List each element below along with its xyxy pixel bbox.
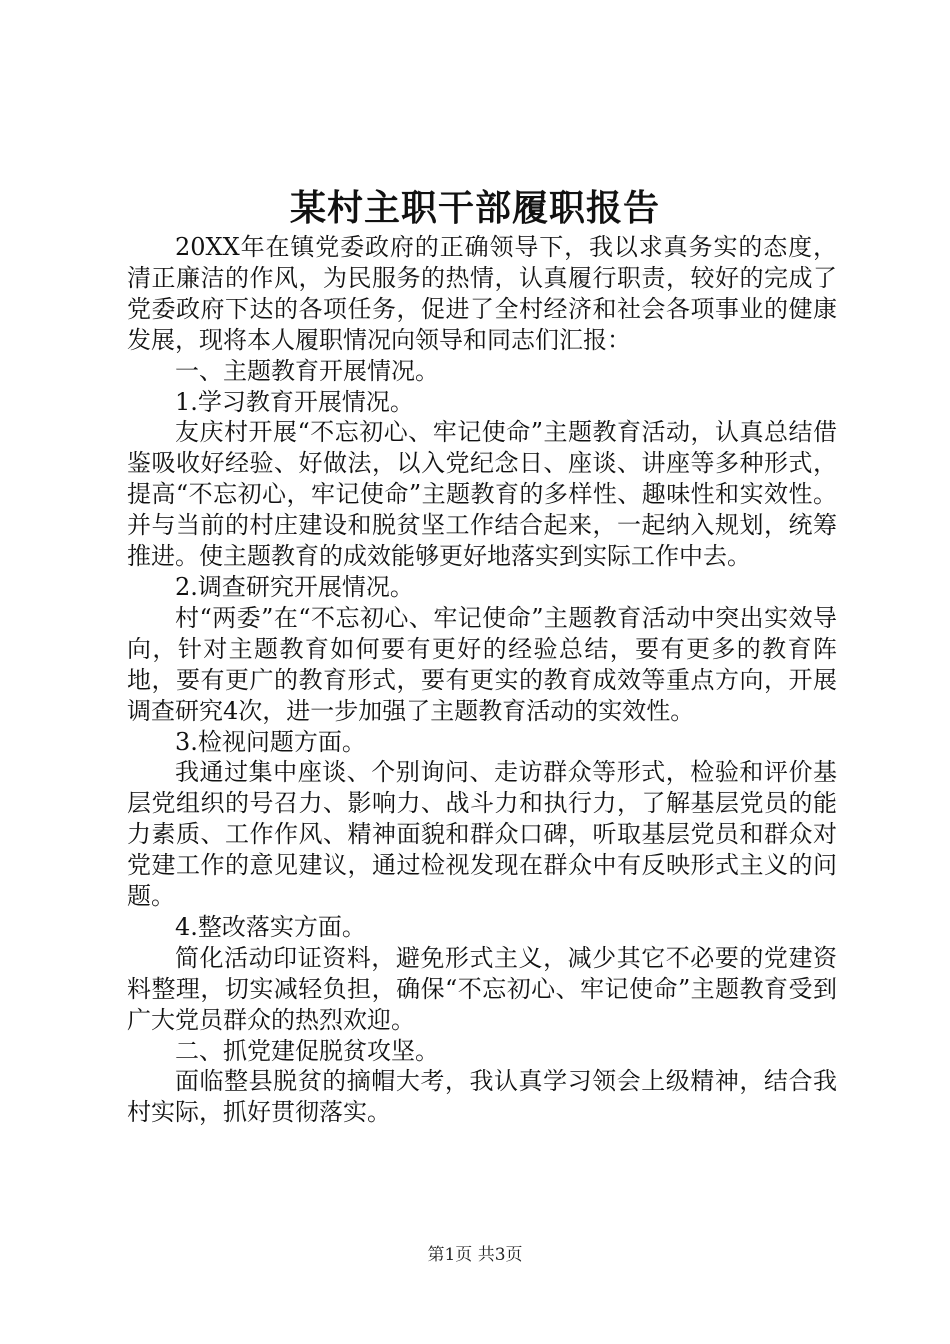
paragraph-research: 村“两委”在“不忘初心、牢记使命”主题教育活动中突出实效导向，针对主题教育如何要有更好的经验总结，要有更多的教育阵地，要有更广的教育形式，要有更实的教育成效等重点方向，开展调查研究4次，进一步加强了主题教育活动的实效性。 xyxy=(127,603,837,725)
paragraph-study-education: 友庆村开展“不忘初心、牢记使命”主题教育活动，认真总结借鉴吸收好经验、好做法，以入党纪念日、座谈、讲座等多种形式，提高“不忘初心，牢记使命”主题教育的多样性、趣味性和实效性。并与当前的村庄建设和脱贫坚工作结合起来，一起纳入规划，统筹推进。使主题教育的成效能够更好地落实到实际工作中去。 xyxy=(127,418,837,571)
paragraph-rectification: 简化活动印证资料，避免形式主义，减少其它不必要的党建资料整理，切实减轻负担，确保“不忘初心、牢记使命”主题教育受到广大党员群众的热烈欢迎。 xyxy=(127,943,837,1034)
subsection-heading-1-4: 4.整改落实方面。 xyxy=(175,912,366,941)
paragraph-intro: 20XX年在镇党委政府的正确领导下，我以求真务实的态度，清正廉洁的作风，为民服务的热情，认真履行职责，较好的完成了党委政府下达的各项任务，促进了全村经济和社会各项事业的健康发展，现将本人履职情况向领导和同志们汇报： xyxy=(127,233,837,354)
page-title: 某村主职干部履职报告 xyxy=(289,187,660,229)
subsection-heading-1-3: 3.检视问题方面。 xyxy=(175,727,366,756)
subsection-heading-1-2: 2.调查研究开展情况。 xyxy=(175,572,414,601)
document-body xyxy=(127,232,837,1128)
page-footer: 第1页 共3页 xyxy=(427,1245,523,1265)
section-heading-2: 二、抓党建促脱贫攻坚。 xyxy=(175,1036,439,1065)
paragraph-poverty-alleviation: 面临整县脱贫的摘帽大考，我认真学习领会上级精神，结合我村实际，抓好贯彻落实。 xyxy=(127,1067,837,1127)
section-heading-1: 一、主题教育开展情况。 xyxy=(175,356,439,385)
paragraph-problem-review: 我通过集中座谈、个别询问、走访群众等形式，检验和评价基层党组织的号召力、影响力、战斗力和执行力，了解基层党员的能力素质、工作作风、精神面貌和群众口碑，听取基层党员和群众对党建工作的意见建议，通过检视发现在群众中有反映形式主义的问题。 xyxy=(127,758,837,911)
subsection-heading-1-1: 1.学习教育开展情况。 xyxy=(175,387,414,416)
